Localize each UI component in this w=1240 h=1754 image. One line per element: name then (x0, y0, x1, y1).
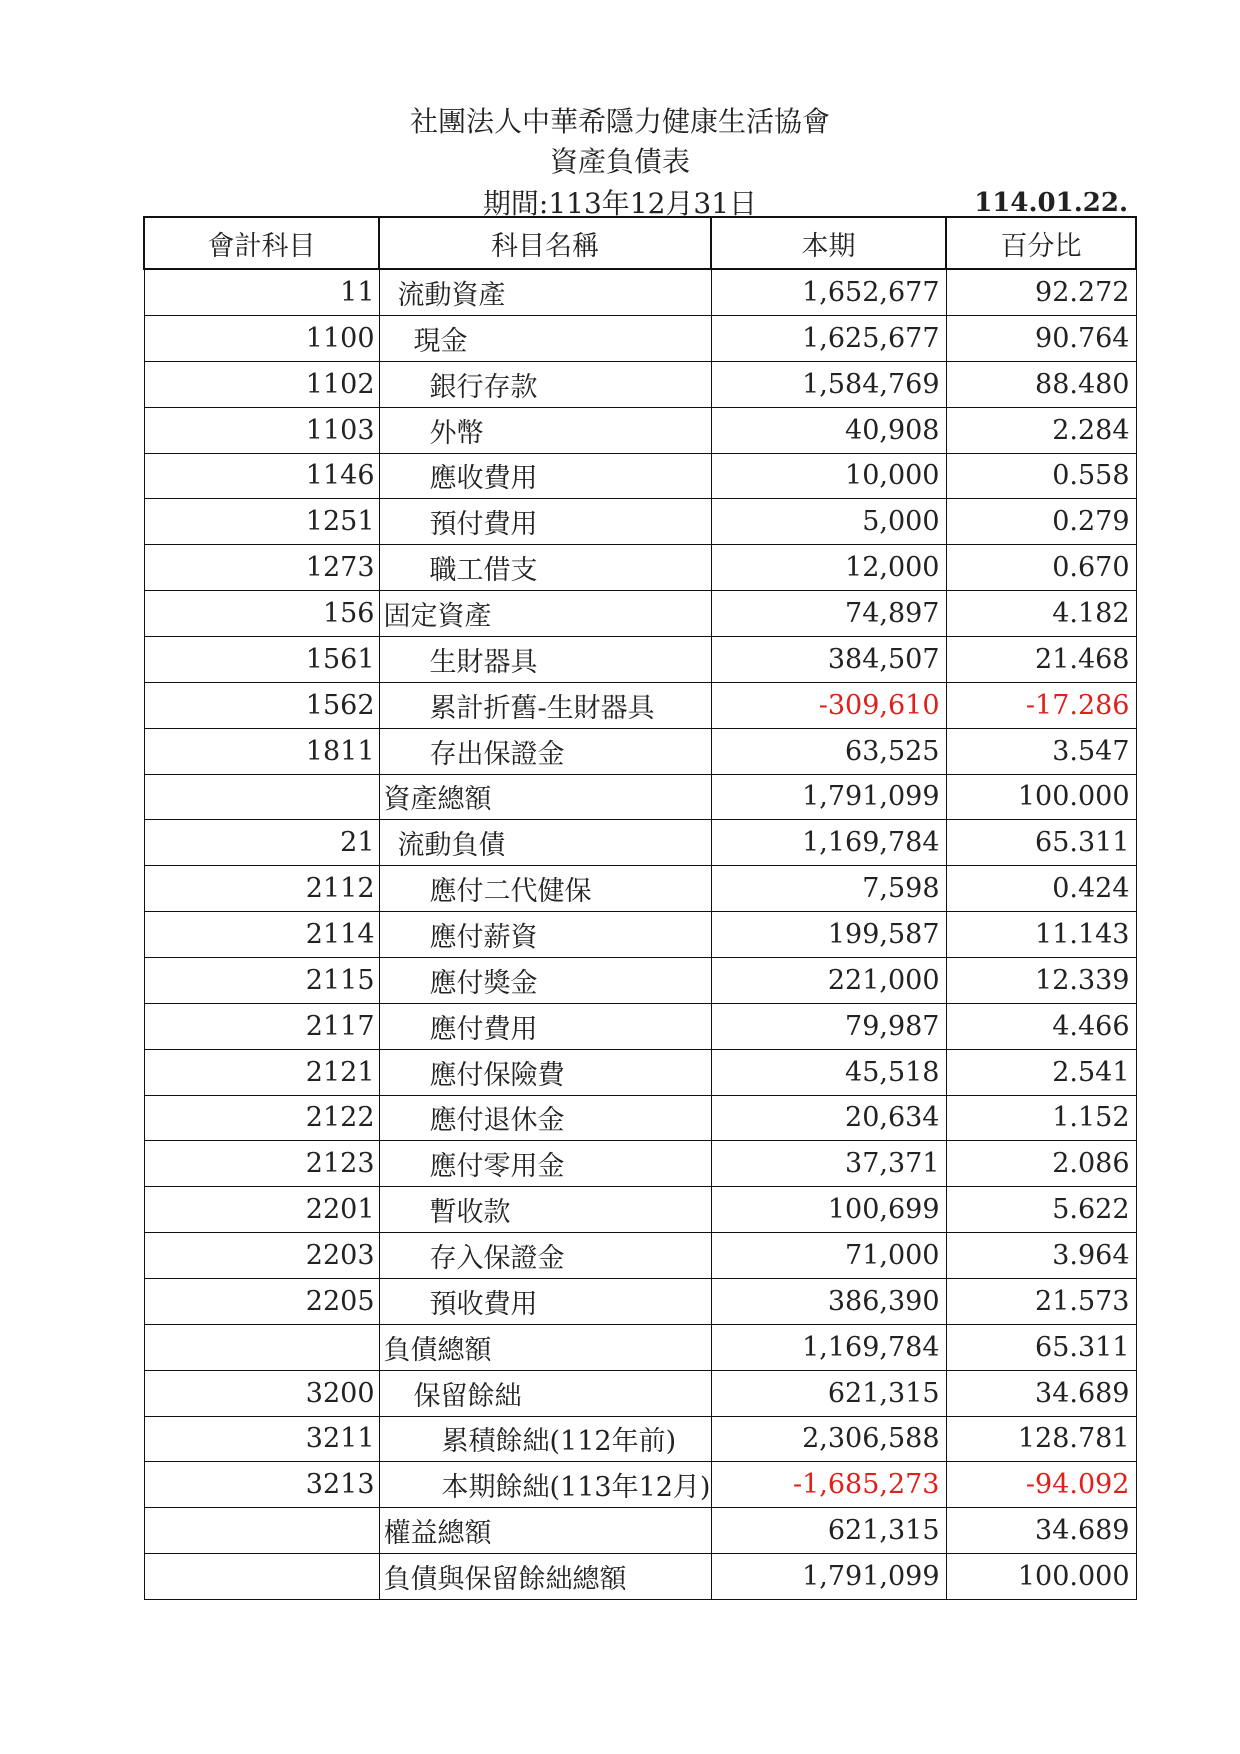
account-name-cell: 預收費用 (379, 1278, 711, 1324)
amount-cell: 45,518 (711, 1049, 946, 1095)
percentage-cell: 21.573 (946, 1278, 1136, 1324)
account-code-cell: 1251 (144, 499, 379, 545)
percentage-cell: 0.424 (946, 866, 1136, 912)
amount-cell: 100,699 (711, 1187, 946, 1233)
account-name-cell: 權益總額 (379, 1508, 711, 1554)
account-name-cell: 外幣 (379, 407, 711, 453)
table-row (144, 774, 1136, 820)
account-name-cell: 應付費用 (379, 1003, 711, 1049)
account-code-cell (144, 774, 379, 820)
percentage-cell: 2.086 (946, 1141, 1136, 1187)
organization-name: 社團法人中華希隱力健康生活協會 (409, 105, 830, 138)
table-header-row (144, 217, 1136, 269)
account-name-cell: 預付費用 (379, 499, 711, 545)
amount-cell: 2,306,588 (711, 1416, 946, 1462)
account-name-cell: 負債與保留餘絀總額 (379, 1554, 711, 1600)
account-name-cell: 生財器具 (379, 636, 711, 682)
percentage-cell: 90.764 (946, 315, 1136, 361)
account-code-cell: 1146 (144, 453, 379, 499)
percentage-cell: 100.000 (946, 774, 1136, 820)
table-row (144, 682, 1136, 728)
table-row (144, 820, 1136, 866)
account-name-cell: 固定資產 (379, 591, 711, 637)
account-name-cell: 應付二代健保 (379, 866, 711, 912)
table-row (144, 545, 1136, 591)
table-row (144, 912, 1136, 958)
table-row (144, 1370, 1136, 1416)
percentage-cell: 88.480 (946, 361, 1136, 407)
print-date: 114.01.22. (974, 188, 1128, 218)
percentage-cell: 5.622 (946, 1187, 1136, 1233)
amount-cell: 20,634 (711, 1095, 946, 1141)
account-name-cell: 應付保險費 (379, 1049, 711, 1095)
percentage-cell: 3.547 (946, 728, 1136, 774)
amount-cell: -1,685,273 (711, 1462, 946, 1508)
column-header-current-period: 本期 (711, 217, 946, 269)
amount-cell: 384,507 (711, 636, 946, 682)
amount-cell: 63,525 (711, 728, 946, 774)
account-code-cell: 1561 (144, 636, 379, 682)
account-name-cell: 應收費用 (379, 453, 711, 499)
amount-cell: 621,315 (711, 1508, 946, 1554)
table-row (144, 1049, 1136, 1095)
account-name-cell: 負債總額 (379, 1324, 711, 1370)
amount-cell: 1,584,769 (711, 361, 946, 407)
account-name-cell: 存出保證金 (379, 728, 711, 774)
percentage-cell: 34.689 (946, 1508, 1136, 1554)
table-row (144, 1141, 1136, 1187)
account-code-cell (144, 1554, 379, 1600)
account-code-cell (144, 1324, 379, 1370)
table-row (144, 728, 1136, 774)
table-row (144, 1462, 1136, 1508)
account-name-cell: 累計折舊-生財器具 (379, 682, 711, 728)
amount-cell: 10,000 (711, 453, 946, 499)
account-name-cell: 職工借支 (379, 545, 711, 591)
table-row (144, 1187, 1136, 1233)
percentage-cell: -94.092 (946, 1462, 1136, 1508)
amount-cell: 386,390 (711, 1278, 946, 1324)
account-name-cell: 應付零用金 (379, 1141, 711, 1187)
report-title: 資產負債表 (549, 145, 690, 178)
table-row (144, 453, 1136, 499)
percentage-cell: 128.781 (946, 1416, 1136, 1462)
table-row (144, 591, 1136, 637)
percentage-cell: 12.339 (946, 957, 1136, 1003)
amount-cell: 621,315 (711, 1370, 946, 1416)
amount-cell: 79,987 (711, 1003, 946, 1049)
amount-cell: 1,652,677 (711, 269, 946, 315)
column-header-account-name: 科目名稱 (379, 217, 711, 269)
amount-cell: 1,791,099 (711, 1554, 946, 1600)
percentage-cell: 0.670 (946, 545, 1136, 591)
percentage-cell: 34.689 (946, 1370, 1136, 1416)
amount-cell: 74,897 (711, 591, 946, 637)
account-code-cell: 3213 (144, 1462, 379, 1508)
percentage-cell: 4.182 (946, 591, 1136, 637)
amount-cell: 1,169,784 (711, 1324, 946, 1370)
percentage-cell: 1.152 (946, 1095, 1136, 1141)
percentage-cell: 2.541 (946, 1049, 1136, 1095)
percentage-cell: 92.272 (946, 269, 1136, 315)
account-code-cell: 2201 (144, 1187, 379, 1233)
amount-cell: 5,000 (711, 499, 946, 545)
account-code-cell: 2205 (144, 1278, 379, 1324)
amount-cell: 7,598 (711, 866, 946, 912)
amount-cell: 221,000 (711, 957, 946, 1003)
account-name-cell: 流動負債 (379, 820, 711, 866)
table-row (144, 499, 1136, 545)
amount-cell: -309,610 (711, 682, 946, 728)
account-code-cell: 1811 (144, 728, 379, 774)
account-name-cell: 銀行存款 (379, 361, 711, 407)
table-row (144, 636, 1136, 682)
amount-cell: 1,791,099 (711, 774, 946, 820)
table-row (144, 957, 1136, 1003)
account-code-cell: 2123 (144, 1141, 379, 1187)
column-header-percentage: 百分比 (946, 217, 1136, 269)
account-name-cell: 累積餘絀(112年前) (379, 1416, 711, 1462)
amount-cell: 40,908 (711, 407, 946, 453)
account-name-cell: 應付獎金 (379, 957, 711, 1003)
amount-cell: 12,000 (711, 545, 946, 591)
amount-cell: 1,169,784 (711, 820, 946, 866)
table-row (144, 315, 1136, 361)
account-code-cell: 2203 (144, 1233, 379, 1279)
table-row (144, 1233, 1136, 1279)
account-name-cell: 存入保證金 (379, 1233, 711, 1279)
table-row (144, 361, 1136, 407)
account-code-cell: 156 (144, 591, 379, 637)
account-code-cell: 2115 (144, 957, 379, 1003)
account-code-cell: 2112 (144, 866, 379, 912)
account-name-cell: 本期餘絀(113年12月) (379, 1462, 711, 1508)
amount-cell: 199,587 (711, 912, 946, 958)
account-code-cell: 3200 (144, 1370, 379, 1416)
amount-cell: 37,371 (711, 1141, 946, 1187)
account-name-cell: 應付薪資 (379, 912, 711, 958)
percentage-cell: 11.143 (946, 912, 1136, 958)
table-row (144, 1095, 1136, 1141)
account-name-cell: 現金 (379, 315, 711, 361)
percentage-cell: 4.466 (946, 1003, 1136, 1049)
account-code-cell: 2114 (144, 912, 379, 958)
account-code-cell (144, 1508, 379, 1554)
table-row (144, 1278, 1136, 1324)
table-row (144, 1508, 1136, 1554)
account-name-cell: 應付退休金 (379, 1095, 711, 1141)
account-code-cell: 1103 (144, 407, 379, 453)
percentage-cell: 65.311 (946, 1324, 1136, 1370)
table-row (144, 1003, 1136, 1049)
account-code-cell: 11 (144, 269, 379, 315)
account-name-cell: 流動資產 (379, 269, 711, 315)
account-name-cell: 暫收款 (379, 1187, 711, 1233)
percentage-cell: 0.558 (946, 453, 1136, 499)
amount-cell: 71,000 (711, 1233, 946, 1279)
account-code-cell: 3211 (144, 1416, 379, 1462)
table-row (144, 866, 1136, 912)
account-code-cell: 1562 (144, 682, 379, 728)
percentage-cell: 3.964 (946, 1233, 1136, 1279)
table-row (144, 407, 1136, 453)
report-period: 期間:113年12月31日 (482, 187, 758, 220)
account-code-cell: 2117 (144, 1003, 379, 1049)
account-code-cell: 1100 (144, 315, 379, 361)
table-row (144, 1554, 1136, 1600)
table-row (144, 269, 1136, 315)
table-row (144, 1416, 1136, 1462)
percentage-cell: -17.286 (946, 682, 1136, 728)
balance-sheet-table (143, 216, 1137, 1600)
percentage-cell: 2.284 (946, 407, 1136, 453)
percentage-cell: 100.000 (946, 1554, 1136, 1600)
percentage-cell: 65.311 (946, 820, 1136, 866)
account-code-cell: 1273 (144, 545, 379, 591)
account-name-cell: 資產總額 (379, 774, 711, 820)
percentage-cell: 0.279 (946, 499, 1136, 545)
account-code-cell: 1102 (144, 361, 379, 407)
account-code-cell: 21 (144, 820, 379, 866)
column-header-account-code: 會計科目 (144, 217, 379, 269)
amount-cell: 1,625,677 (711, 315, 946, 361)
account-name-cell: 保留餘絀 (379, 1370, 711, 1416)
table-row (144, 1324, 1136, 1370)
percentage-cell: 21.468 (946, 636, 1136, 682)
account-code-cell: 2121 (144, 1049, 379, 1095)
account-code-cell: 2122 (144, 1095, 379, 1141)
